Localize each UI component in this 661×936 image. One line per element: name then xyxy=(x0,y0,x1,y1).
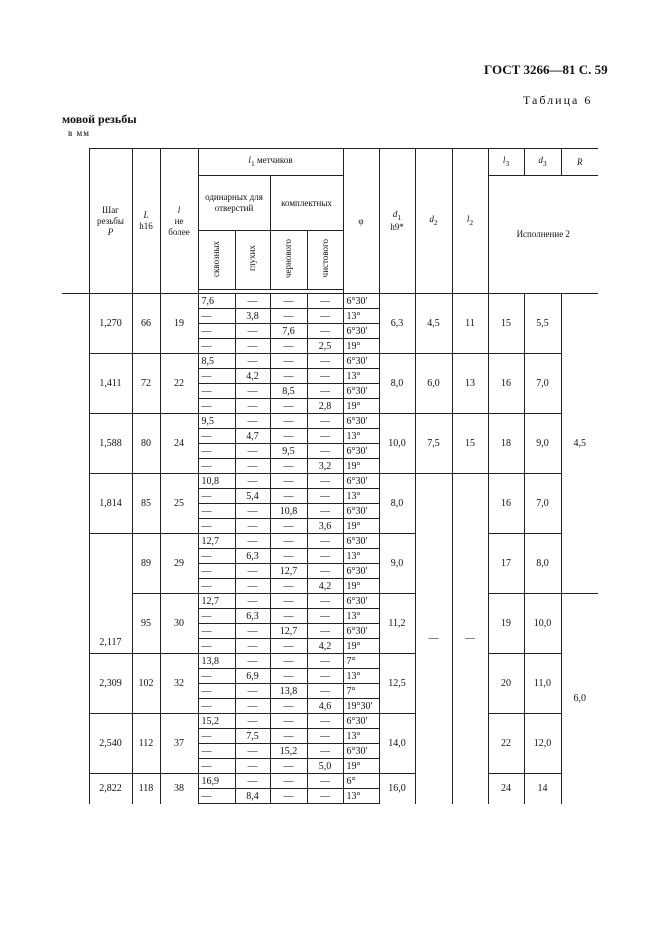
cell-through: — xyxy=(198,504,235,519)
cell-finish: — xyxy=(307,489,343,504)
cell-rough: 15,2 xyxy=(270,744,307,759)
cell-through: — xyxy=(198,759,235,774)
cell-l: 38 xyxy=(160,774,198,804)
header-single: одинарных для отверстий xyxy=(198,176,270,231)
cell-L: 80 xyxy=(132,414,160,474)
cell-l2: 15 xyxy=(452,414,488,474)
cell-d1: 8,0 xyxy=(379,474,415,534)
cell-rough: — xyxy=(270,774,307,789)
cell-phi: 6°30′ xyxy=(343,564,379,579)
cell-finish: — xyxy=(307,429,343,444)
cell-finish: — xyxy=(307,594,343,609)
cell-finish: — xyxy=(307,744,343,759)
cell-phi: 13° xyxy=(343,549,379,564)
cell-l3: 16 xyxy=(488,354,524,414)
blank-cell xyxy=(62,594,89,654)
cell-finish: — xyxy=(307,294,343,309)
cell-d3: 7,0 xyxy=(524,354,561,414)
cell-blind: — xyxy=(235,759,270,774)
cell-blind: 3,8 xyxy=(235,309,270,324)
cell-l: 19 xyxy=(160,294,198,354)
cell-blind: 4,2 xyxy=(235,369,270,384)
cell-through: 9,5 xyxy=(198,414,235,429)
cell-blind: — xyxy=(235,579,270,594)
cell-phi: 19° xyxy=(343,579,379,594)
cell-phi: 6°30′ xyxy=(343,594,379,609)
cell-through: — xyxy=(198,669,235,684)
cell-rough: — xyxy=(270,459,307,474)
cell-phi: 6°30′ xyxy=(343,444,379,459)
cell-finish: — xyxy=(307,504,343,519)
cell-rough: — xyxy=(270,534,307,549)
cell-phi: 13° xyxy=(343,309,379,324)
cell-L: 85 xyxy=(132,474,160,534)
cell-l: 32 xyxy=(160,654,198,714)
header-blind: глухих xyxy=(235,231,270,290)
fragment-title: мовой резьбы xyxy=(62,112,137,126)
cell-d1: 6,3 xyxy=(379,294,415,354)
cell-l3: 24 xyxy=(488,774,524,804)
header-d1: $d_1$ h9* xyxy=(379,149,415,294)
cell-l2: 13 xyxy=(452,354,488,414)
cell-through: 8,5 xyxy=(198,354,235,369)
cell-through: 13,8 xyxy=(198,654,235,669)
header-step: Шаг резьбы P xyxy=(89,149,132,294)
header-execution: Исполнение 2 xyxy=(488,176,598,294)
cell-rough: 8,5 xyxy=(270,384,307,399)
cell-l: 25 xyxy=(160,474,198,534)
cell-blind: — xyxy=(235,384,270,399)
cell-l: 24 xyxy=(160,414,198,474)
data-table xyxy=(62,148,635,804)
cell-through: — xyxy=(198,789,235,804)
cell-l3: 16 xyxy=(488,474,524,534)
cell-finish: — xyxy=(307,324,343,339)
cell-through: 7,6 xyxy=(198,294,235,309)
cell-finish: — xyxy=(307,774,343,789)
cell-blind: — xyxy=(235,714,270,729)
cell-d1: 10,0 xyxy=(379,414,415,474)
cell-step: 1,588 xyxy=(89,414,132,474)
cell-l: 37 xyxy=(160,714,198,774)
cell-phi: 19° xyxy=(343,459,379,474)
cell-phi: 19° xyxy=(343,759,379,774)
cell-l2-dash: — xyxy=(452,474,488,804)
cell-rough: — xyxy=(270,429,307,444)
cell-blind: — xyxy=(235,594,270,609)
cell-d2: 4,5 xyxy=(415,294,452,354)
cell-L: 95 xyxy=(132,594,160,654)
header-L: L h16 xyxy=(132,149,160,294)
cell-through: 12,7 xyxy=(198,594,235,609)
page-header: ГОСТ 3266—81 С. 59 xyxy=(484,62,608,77)
cell-phi: 19° xyxy=(343,639,379,654)
cell-through: 12,7 xyxy=(198,534,235,549)
cell-rough: — xyxy=(270,549,307,564)
cell-finish: — xyxy=(307,609,343,624)
cell-finish: — xyxy=(307,549,343,564)
cell-through: — xyxy=(198,339,235,354)
cell-phi: 6°30′ xyxy=(343,504,379,519)
table-row xyxy=(62,294,635,309)
cell-phi: 19° xyxy=(343,339,379,354)
header-phi: φ xyxy=(343,149,379,294)
header-l1-group: $l_1$ метчиков xyxy=(198,149,343,176)
cell-rough: — xyxy=(270,339,307,354)
table-row xyxy=(62,534,635,549)
cell-blind: 4,7 xyxy=(235,429,270,444)
cell-blind: — xyxy=(235,684,270,699)
table-title: Таблица 6 xyxy=(523,93,593,107)
cell-blind: — xyxy=(235,444,270,459)
cell-through: — xyxy=(198,384,235,399)
cell-d3: 14 xyxy=(524,774,561,804)
cell-l3: 20 xyxy=(488,654,524,714)
cell-through: — xyxy=(198,444,235,459)
cell-finish: 4,6 xyxy=(307,699,343,714)
cell-phi: 6°30′ xyxy=(343,354,379,369)
blank-cell xyxy=(62,654,89,714)
cell-blind: — xyxy=(235,534,270,549)
cell-d3: 10,0 xyxy=(524,594,561,654)
cell-rough: — xyxy=(270,639,307,654)
cell-through: — xyxy=(198,549,235,564)
cell-rough: — xyxy=(270,594,307,609)
cell-rough: — xyxy=(270,729,307,744)
blank-cell xyxy=(62,534,89,594)
cell-phi: 13° xyxy=(343,669,379,684)
cell-rough: 10,8 xyxy=(270,504,307,519)
cell-phi: 7° xyxy=(343,684,379,699)
blank-cell xyxy=(62,414,89,474)
cell-blind: — xyxy=(235,639,270,654)
cell-through: — xyxy=(198,729,235,744)
cell-phi: 6° xyxy=(343,774,379,789)
cell-blind: 7,5 xyxy=(235,729,270,744)
table-row xyxy=(62,354,635,369)
cell-d3: 7,0 xyxy=(524,474,561,534)
cell-rough: — xyxy=(270,609,307,624)
cell-blind: — xyxy=(235,774,270,789)
cell-blind: 6,3 xyxy=(235,609,270,624)
cell-d2: 7,5 xyxy=(415,414,452,474)
cell-through: — xyxy=(198,324,235,339)
cell-through: 15,2 xyxy=(198,714,235,729)
cell-l: 29 xyxy=(160,534,198,594)
cell-phi: 13° xyxy=(343,489,379,504)
cell-through: — xyxy=(198,699,235,714)
cell-l: 22 xyxy=(160,354,198,414)
cell-finish: 2,5 xyxy=(307,339,343,354)
blank-cell xyxy=(62,474,89,534)
cell-phi: 7° xyxy=(343,654,379,669)
cell-blind: — xyxy=(235,339,270,354)
cell-phi: 13° xyxy=(343,789,379,804)
cell-phi: 19° xyxy=(343,399,379,414)
cell-blind: — xyxy=(235,744,270,759)
cell-R: 4,5 xyxy=(561,294,598,594)
blank-cell xyxy=(62,774,89,804)
cell-through: — xyxy=(198,519,235,534)
cell-through: — xyxy=(198,639,235,654)
cell-step: 1,411 xyxy=(89,354,132,414)
header-finish: чистового xyxy=(307,231,343,290)
cell-rough: — xyxy=(270,579,307,594)
cell-through: — xyxy=(198,579,235,594)
cell-rough: — xyxy=(270,669,307,684)
cell-blind: — xyxy=(235,519,270,534)
cell-rough: 13,8 xyxy=(270,684,307,699)
cell-finish: — xyxy=(307,354,343,369)
table-row xyxy=(62,414,635,429)
cell-rough: 9,5 xyxy=(270,444,307,459)
cell-phi: 13° xyxy=(343,369,379,384)
blank-cell xyxy=(62,354,89,414)
cell-blind: — xyxy=(235,699,270,714)
cell-blind: — xyxy=(235,654,270,669)
cell-phi: 13° xyxy=(343,429,379,444)
cell-finish: 3,6 xyxy=(307,519,343,534)
cell-d2-dash: — xyxy=(415,474,452,804)
header-l: l не более xyxy=(160,149,198,294)
cell-blind: — xyxy=(235,399,270,414)
cell-blind: — xyxy=(235,564,270,579)
cell-phi: 6°30′ xyxy=(343,744,379,759)
blank-cell xyxy=(62,714,89,774)
cell-finish: — xyxy=(307,654,343,669)
cell-finish: — xyxy=(307,414,343,429)
cell-d1: 16,0 xyxy=(379,774,415,804)
table-row xyxy=(62,594,635,609)
cell-rough: — xyxy=(270,699,307,714)
cell-d3: 9,0 xyxy=(524,414,561,474)
cell-R: 6,0 xyxy=(561,594,598,804)
header-R: R xyxy=(561,149,598,176)
cell-finish: — xyxy=(307,684,343,699)
cell-blind: — xyxy=(235,324,270,339)
cell-d1: 11,2 xyxy=(379,594,415,654)
cell-blind: 8,4 xyxy=(235,789,270,804)
cell-through: — xyxy=(198,459,235,474)
cell-rough: — xyxy=(270,789,307,804)
cell-finish: — xyxy=(307,474,343,489)
cell-rough: — xyxy=(270,714,307,729)
cell-rough: — xyxy=(270,414,307,429)
cell-finish: — xyxy=(307,729,343,744)
cell-d3: 5,5 xyxy=(524,294,561,354)
cell-finish: — xyxy=(307,714,343,729)
cell-phi: 19° xyxy=(343,519,379,534)
cell-d1: 12,5 xyxy=(379,654,415,714)
cell-through: — xyxy=(198,609,235,624)
table-row xyxy=(62,474,635,489)
cell-L: 112 xyxy=(132,714,160,774)
cell-finish: — xyxy=(307,444,343,459)
header-complete: комплектных xyxy=(270,176,343,231)
table-row xyxy=(62,774,635,789)
cell-through: — xyxy=(198,399,235,414)
cell-l3: 15 xyxy=(488,294,524,354)
cell-d3: 12,0 xyxy=(524,714,561,774)
cell-phi: 19°30′ xyxy=(343,699,379,714)
cell-through: 10,8 xyxy=(198,474,235,489)
cell-step: 2,309 xyxy=(89,654,132,714)
cell-finish: — xyxy=(307,309,343,324)
blank-corner xyxy=(62,149,89,294)
cell-step: 2,540 xyxy=(89,714,132,774)
cell-L: 118 xyxy=(132,774,160,804)
cell-L: 72 xyxy=(132,354,160,414)
cell-finish: 2,8 xyxy=(307,399,343,414)
header-d2: $d_2$ xyxy=(415,149,452,294)
cell-blind: — xyxy=(235,624,270,639)
cell-d1: 9,0 xyxy=(379,534,415,594)
cell-rough: 7,6 xyxy=(270,324,307,339)
cell-through: — xyxy=(198,564,235,579)
cell-through: — xyxy=(198,489,235,504)
cell-L: 89 xyxy=(132,534,160,594)
cell-l: 30 xyxy=(160,594,198,654)
cell-finish: 4,2 xyxy=(307,639,343,654)
cell-phi: 6°30′ xyxy=(343,474,379,489)
cell-blind: — xyxy=(235,294,270,309)
cell-finish: — xyxy=(307,624,343,639)
cell-l2: 11 xyxy=(452,294,488,354)
cell-phi: 13° xyxy=(343,609,379,624)
cell-L: 66 xyxy=(132,294,160,354)
cell-finish: — xyxy=(307,789,343,804)
cell-rough: 12,7 xyxy=(270,564,307,579)
cell-d3: 11,0 xyxy=(524,654,561,714)
header-through: сквозных xyxy=(198,231,235,290)
cell-step: 1,270 xyxy=(89,294,132,354)
cell-finish: 5,0 xyxy=(307,759,343,774)
cell-l3: 18 xyxy=(488,414,524,474)
cell-l3: 19 xyxy=(488,594,524,654)
cell-step: 2,822 xyxy=(89,774,132,804)
cell-phi: 6°30′ xyxy=(343,414,379,429)
cell-d2: 6,0 xyxy=(415,354,452,414)
cell-blind: — xyxy=(235,354,270,369)
table-row xyxy=(62,714,635,729)
blank-cell xyxy=(62,294,89,354)
cell-finish: 4,2 xyxy=(307,579,343,594)
cell-rough: — xyxy=(270,309,307,324)
header-d3: $d_3$ xyxy=(524,149,561,176)
cell-rough: — xyxy=(270,294,307,309)
header-l3: $l_3$ xyxy=(488,149,524,176)
cell-phi: 6°30′ xyxy=(343,324,379,339)
cell-through: — xyxy=(198,744,235,759)
cell-rough: — xyxy=(270,369,307,384)
cell-finish: — xyxy=(307,384,343,399)
cell-d3: 8,0 xyxy=(524,534,561,594)
cell-through: — xyxy=(198,624,235,639)
cell-rough: — xyxy=(270,759,307,774)
cell-rough: — xyxy=(270,474,307,489)
cell-L: 102 xyxy=(132,654,160,714)
cell-blind: 6,3 xyxy=(235,549,270,564)
cell-finish: — xyxy=(307,564,343,579)
cell-blind: — xyxy=(235,459,270,474)
table-row xyxy=(62,654,635,669)
cell-step: 2,117 xyxy=(89,534,132,654)
cell-blind: — xyxy=(235,504,270,519)
cell-blind: — xyxy=(235,414,270,429)
cell-phi: 6°30′ xyxy=(343,384,379,399)
cell-l3: 17 xyxy=(488,534,524,594)
cell-through: — xyxy=(198,309,235,324)
cell-blind: — xyxy=(235,474,270,489)
cell-finish: — xyxy=(307,534,343,549)
cell-phi: 6°30′ xyxy=(343,534,379,549)
cell-finish: — xyxy=(307,669,343,684)
header-rough: чернового xyxy=(270,231,307,290)
cell-rough: — xyxy=(270,489,307,504)
cell-rough: — xyxy=(270,654,307,669)
cell-l3: 22 xyxy=(488,714,524,774)
cell-rough: — xyxy=(270,399,307,414)
cell-d1: 8,0 xyxy=(379,354,415,414)
cell-finish: 3,2 xyxy=(307,459,343,474)
cell-d1: 14,0 xyxy=(379,714,415,774)
cell-phi: 6°30′ xyxy=(343,294,379,309)
cell-through: — xyxy=(198,369,235,384)
cell-phi: 6°30′ xyxy=(343,714,379,729)
cell-through: — xyxy=(198,429,235,444)
cell-rough: — xyxy=(270,354,307,369)
cell-finish: — xyxy=(307,369,343,384)
cell-through: — xyxy=(198,684,235,699)
cell-blind: 5,4 xyxy=(235,489,270,504)
cell-phi: 6°30′ xyxy=(343,624,379,639)
cell-rough: 12,7 xyxy=(270,624,307,639)
cell-rough: — xyxy=(270,519,307,534)
cell-through: 16,9 xyxy=(198,774,235,789)
cell-blind: 6,9 xyxy=(235,669,270,684)
cell-step: 1,814 xyxy=(89,474,132,534)
cell-phi: 13° xyxy=(343,729,379,744)
header-l2: $l_2$ xyxy=(452,149,488,294)
units-label: в мм xyxy=(68,128,90,138)
